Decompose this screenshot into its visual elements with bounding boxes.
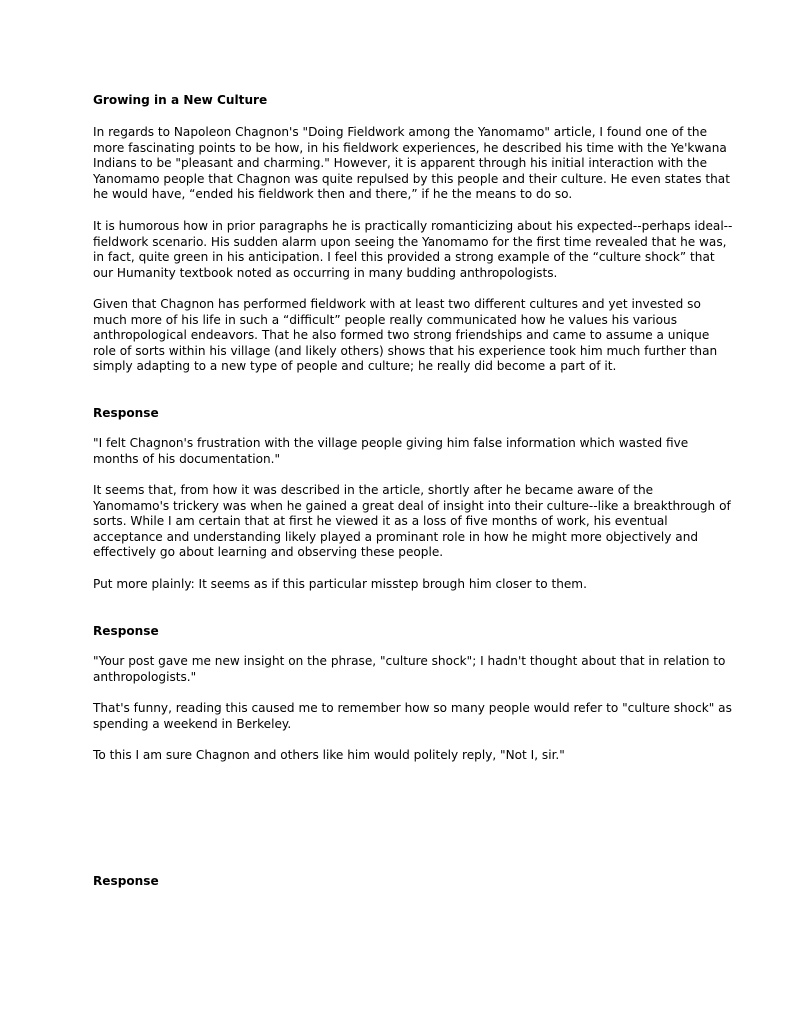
text-line: It is humorous how in prior paragraphs he is practically romanticizing about his expected--perhaps ideal-- [93, 219, 733, 233]
response-heading-3: Response [93, 874, 159, 888]
intro-paragraph-2 [93, 219, 733, 281]
text-line: Given that Chagnon has performed fieldwork with at least two different cultures and yet invested so [93, 297, 701, 311]
text-line: Yanomamo people that Chagnon was quite repulsed by this people and their culture. He even states that [93, 171, 730, 186]
text-line: "I felt Chagnon's frustration with the village people giving him false information which wasted five [93, 436, 689, 450]
text-line: he would have, “ended his fieldwork then and there,” if he the means to do so. [93, 187, 573, 201]
response-2-closing [93, 748, 703, 764]
text-line: our Humanity textbook noted as occurring in many budding anthropologists. [93, 265, 558, 280]
response-1-paragraph [93, 483, 731, 561]
response-2-paragraph [93, 701, 732, 732]
text-line: Put more plainly: It seems as if this particular misstep brough him closer to them. [93, 577, 587, 591]
text-line: much more of his life in such a “difficult” people really communicated how he values his various [93, 312, 678, 327]
text-line: fieldwork scenario. His sudden alarm upon seeing the Yanomamo for the first time revealed that he was, [93, 234, 727, 249]
text-line: Yanomamo's trickery was when he gained a great deal of insight into their culture--like a breakthrough of [93, 498, 731, 513]
text-line: role of sorts within his village (and likely others) shows that his experience took him much further than [93, 343, 718, 358]
document-title: Growing in a New Culture [93, 93, 268, 107]
text-line: months of his documentation." [93, 451, 281, 466]
text-line: In regards to Napoleon Chagnon's "Doing Fieldwork among the Yanomamo" article, I found one of the [93, 125, 708, 139]
text-line: That's funny, reading this caused me to remember how so many people would refer to "culture shock" as [93, 701, 732, 715]
text-line: It seems that, from how it was described in the article, shortly after he became aware of the [93, 483, 654, 497]
intro-paragraph-3 [93, 297, 718, 375]
text-line: anthropologists." [93, 669, 197, 684]
text-line: in fact, quite green in his anticipation. I feel this provided a strong example of the “culture shock” that [93, 250, 715, 264]
text-line: To this I am sure Chagnon and others like him would politely reply, "Not I, sir." [93, 748, 565, 762]
response-heading-1: Response [93, 406, 159, 420]
text-line: Indians to be "pleasant and charming." However, it is apparent through his initial interaction with the [93, 156, 708, 170]
response-2-quote [93, 654, 726, 685]
response-1-closing [93, 577, 703, 593]
response-heading-2: Response [93, 624, 159, 638]
text-line: sorts. While I am certain that at first he viewed it as a loss of five months of work, his eventual [93, 514, 668, 528]
text-line: acceptance and understanding likely played a prominant role in how he might more objectively and [93, 529, 699, 544]
response-1-quote [93, 436, 703, 467]
text-line: anthropological endeavors. That he also formed two strong friendships and came to assume a unique [93, 328, 710, 342]
text-line: "Your post gave me new insight on the phrase, "culture shock"; I hadn't thought about that in relation to [93, 654, 726, 668]
intro-paragraph-1 [93, 125, 730, 203]
text-line: spending a weekend in Berkeley. [93, 716, 292, 731]
text-line: effectively go about learning and observing these people. [93, 545, 444, 559]
text-line: simply adapting to a new type of people and culture; he really did become a part of it. [93, 359, 617, 373]
text-line: more fascinating points to be how, in his fieldwork experiences, he described his time with the Ye'kwana [93, 140, 727, 155]
